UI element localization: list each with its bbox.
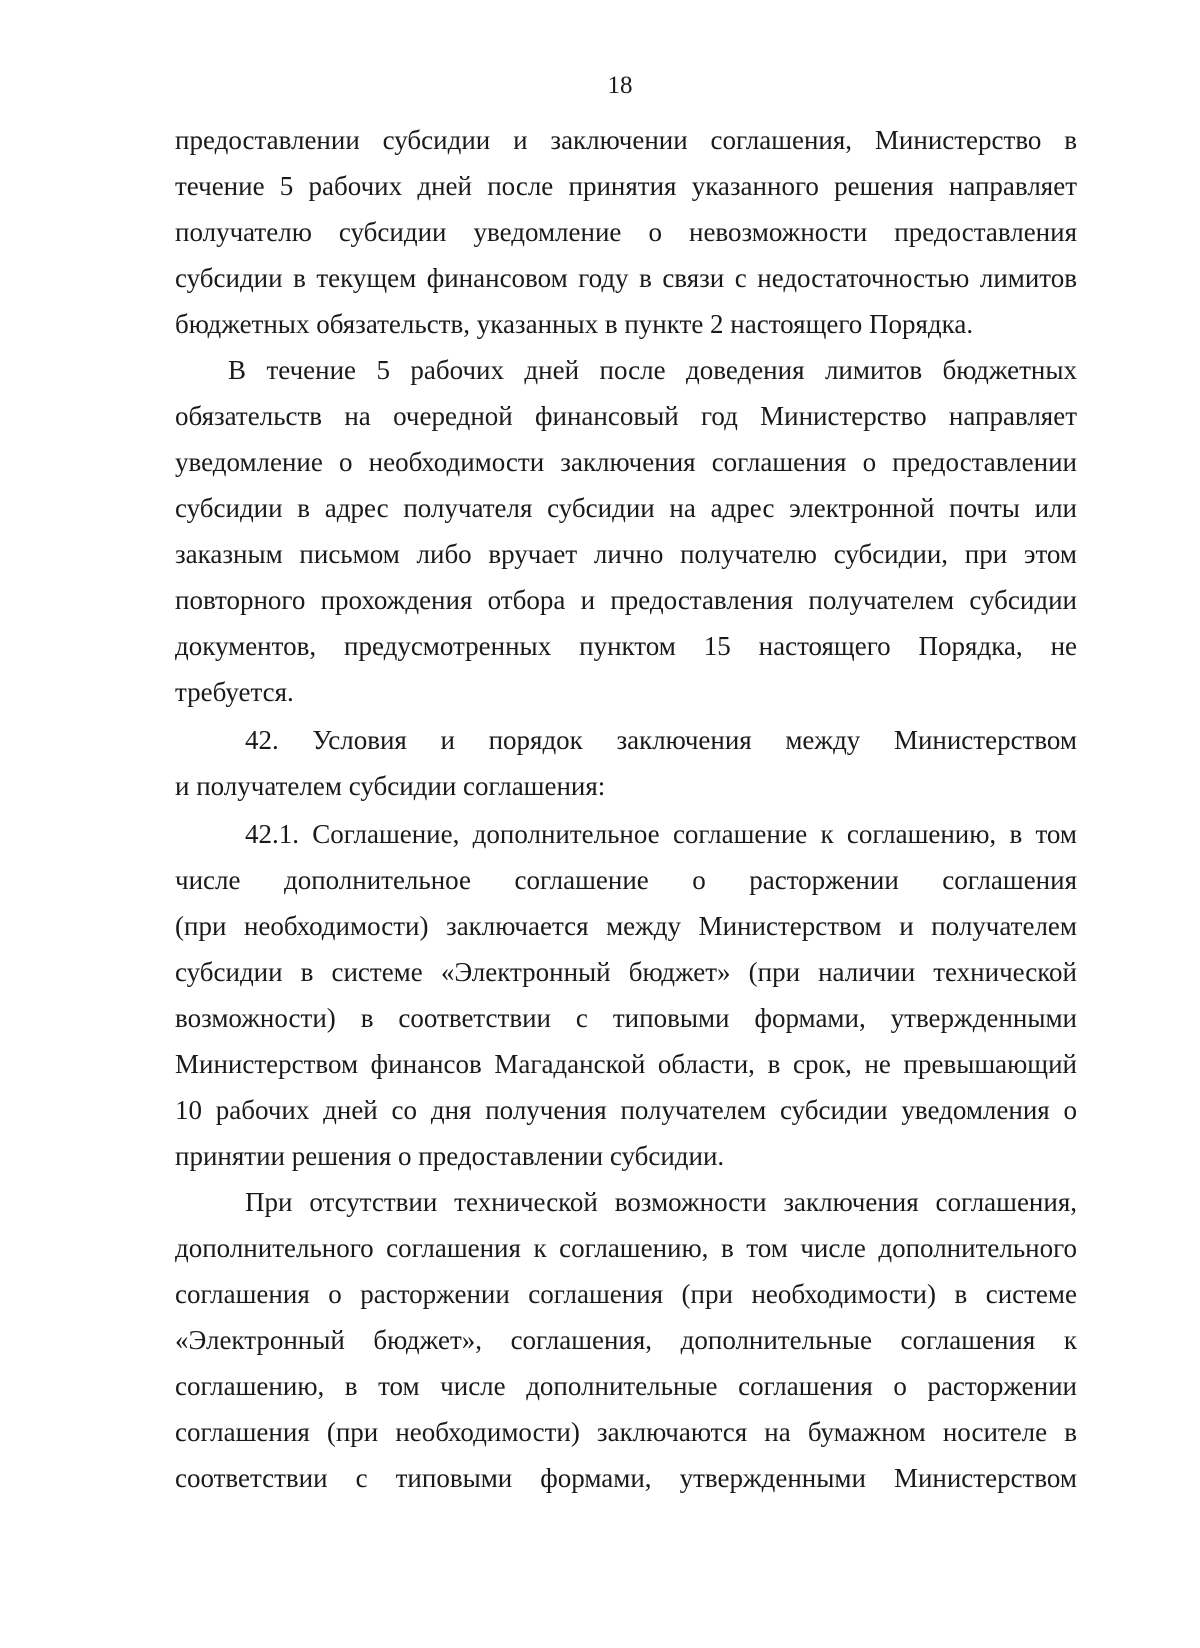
text-line: бюджетных обязательств, указанных в пункте 2 настоящего Порядка. — [175, 309, 974, 339]
text-line: субсидии в системе «Электронный бюджет» (при наличии технической — [175, 957, 1077, 987]
text-line: повторного прохождения отбора и предоставления получателем субсидии — [175, 585, 1077, 615]
text-line: возможности) в соответствии с типовыми формами, утвержденными — [175, 1003, 1077, 1033]
text-line: предоставлении субсидии и заключении соглашения, Министерство в — [175, 125, 1077, 155]
paragraph-first-line: 42. Условия и порядок заключения между Министерством — [245, 725, 1077, 755]
text-line: заказным письмом либо вручает лично получателю субсидии, при этом — [175, 539, 1077, 569]
text-line: получателю субсидии уведомление о невозможности предоставления — [175, 217, 1077, 247]
text-line: субсидии в адрес получателя субсидии на адрес электронной почты или — [175, 493, 1077, 523]
text-line: (при необходимости) заключается между Министерством и получателем — [175, 911, 1077, 941]
text-line: требуется. — [175, 677, 294, 707]
text-line: субсидии в текущем финансовом году в связи с недостаточностью лимитов — [175, 263, 1077, 293]
text-line: обязательств на очередной финансовый год Министерство направляет — [175, 401, 1077, 431]
paragraph-first-line: При отсутствии технической возможности заключения соглашения, — [245, 1187, 1077, 1217]
text-line: соглашения (при необходимости) заключаются на бумажном носителе в — [175, 1417, 1077, 1447]
text-line: принятии решения о предоставлении субсидии. — [175, 1141, 725, 1171]
text-line: соответствии с типовыми формами, утвержденными Министерством — [175, 1463, 1077, 1493]
text-line: соглашения о расторжении соглашения (при необходимости) в системе — [175, 1279, 1077, 1309]
paragraph-first-line: 42.1. Соглашение, дополнительное соглашение к соглашению, в том — [245, 819, 1077, 849]
text-line: «Электронный бюджет», соглашения, дополнительные соглашения к — [175, 1325, 1077, 1355]
text-line: соглашению, в том числе дополнительные соглашения о расторжении — [175, 1371, 1077, 1401]
text-line: Министерством финансов Магаданской области, в срок, не превышающий — [175, 1049, 1077, 1079]
text-line: течение 5 рабочих дней после принятия указанного решения направляет — [175, 171, 1077, 201]
text-line: документов, предусмотренных пунктом 15 настоящего Порядка, не — [175, 631, 1077, 661]
text-line: 10 рабочих дней со дня получения получателем субсидии уведомления о — [175, 1095, 1077, 1125]
text-line: уведомление о необходимости заключения соглашения о предоставлении — [175, 447, 1077, 477]
paragraph-first-line: В течение 5 рабочих дней после доведения лимитов бюджетных — [228, 355, 1077, 385]
text-line: и получателем субсидии соглашения: — [175, 771, 606, 801]
text-line: числе дополнительное соглашение о расторжении соглашения — [175, 865, 1077, 895]
text-line: дополнительного соглашения к соглашению, в том числе дополнительного — [175, 1233, 1077, 1263]
page-number: 18 — [607, 72, 633, 99]
